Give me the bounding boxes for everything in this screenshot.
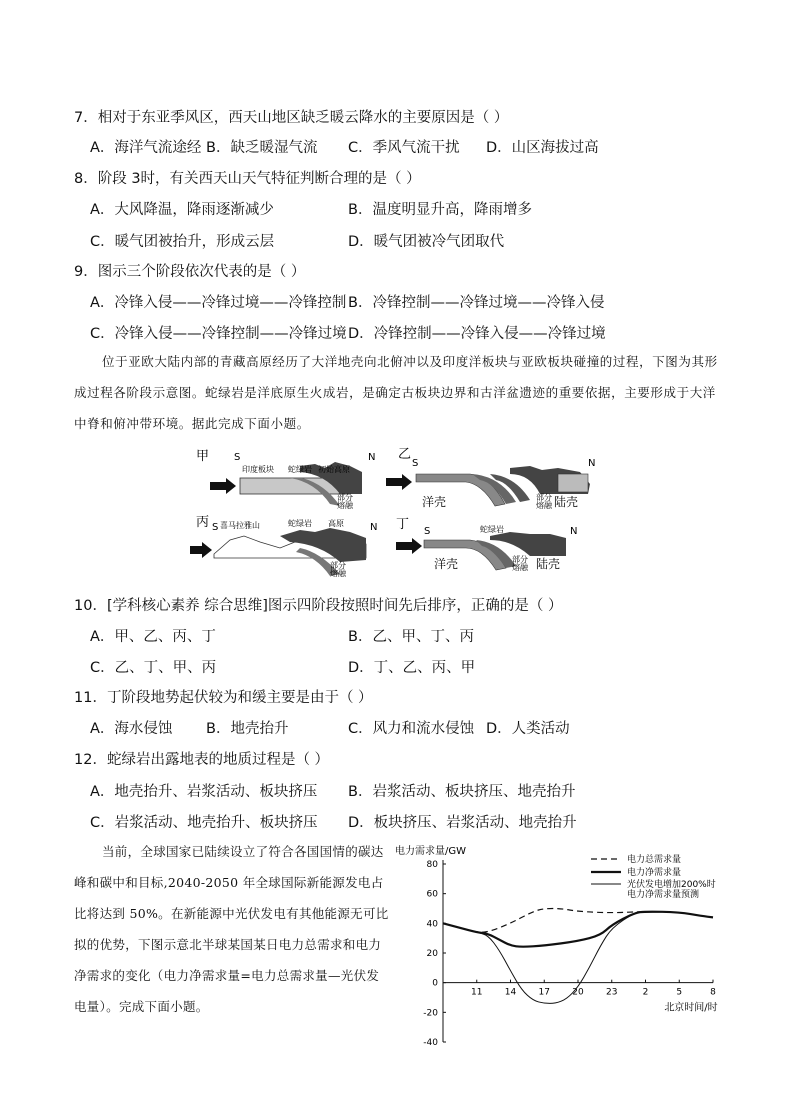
- question-7-option-c: C．季风气流干扰: [348, 140, 460, 156]
- stage-jia-label-ophiolite: 蛇绿岩: [288, 465, 312, 474]
- stage-bing: [190, 515, 377, 578]
- stage-jia-label: 甲: [196, 449, 210, 464]
- stage-jia-s: S: [234, 452, 241, 463]
- stage-yi: [386, 447, 595, 510]
- chart-y-tick-label: 0: [432, 978, 438, 989]
- stage-jia: [196, 449, 375, 510]
- chart-x-tick-label: 2: [642, 987, 649, 998]
- question-7-option-b: B．缺乏暖湿气流: [206, 140, 318, 156]
- chart-legend: [591, 853, 716, 900]
- chart-x-tick-label: 11: [471, 987, 483, 998]
- stage-ding-label-continental-crust: 陆壳: [536, 557, 561, 571]
- chart-x-tick-label: 23: [606, 987, 618, 998]
- stage-bing-s: S: [212, 522, 219, 533]
- question-11-option-c: C．风力和流水侵蚀: [348, 721, 475, 737]
- question-9-option-a: A．冷锋入侵——冷锋过境——冷锋控制: [90, 295, 347, 311]
- stage-ding-label-ophiolite: 蛇绿岩: [480, 525, 504, 534]
- question-10-stem: 10．[学科核心素养 综合思维]图示四阶段按照时间先后排序，正确的是（ ）: [74, 598, 563, 614]
- tectonic-stage-diagram: [190, 444, 610, 584]
- stage-jia-label-partial: 部分: [337, 493, 353, 502]
- question-7-option-d: D．山区海拔过高: [486, 140, 599, 156]
- question-7-option-a: A．海洋气流途经: [90, 140, 202, 156]
- stage-ding-label-oceanic-crust: 洋壳: [434, 557, 459, 571]
- chart-x-tick-label: 17: [538, 987, 550, 998]
- stage-ding-label: 丁: [396, 517, 410, 532]
- stage-bing-arrow-icon: [190, 542, 212, 558]
- stage-bing-label-plateau: 高原: [328, 519, 344, 528]
- question-11-option-d: D．人类活动: [486, 721, 570, 737]
- stage-jia-label-plateau: 初始高原: [318, 465, 350, 474]
- chart-y-tick-label: 80: [426, 860, 438, 870]
- stage-jia-n: N: [368, 452, 376, 463]
- stage-bing-label-himalaya: 喜马拉雅山: [220, 521, 260, 530]
- stage-yi-s: S: [412, 458, 419, 469]
- chart-x-tick-label: 8: [710, 987, 716, 998]
- chart-y-axis-label: 电力需求量/GW: [395, 846, 467, 857]
- question-7-stem: 7．相对于东亚季风区，西天山地区缺乏暖云降水的主要原因是（ ）: [74, 110, 509, 126]
- question-9-option-d: D．冷锋控制——冷锋入侵——冷锋过境: [348, 326, 606, 342]
- question-12-option-b: B．岩浆活动、板块挤压、地壳抬升: [348, 784, 576, 800]
- question-12-stem: 12．蛇绿岩出露地表的地质过程是（ ）: [74, 752, 330, 768]
- question-9-option-b: B．冷锋控制——冷锋过境——冷锋入侵: [348, 295, 605, 311]
- chart-legend-entry: 光伏发电增加200%时: [627, 880, 716, 890]
- chart-y-tick-label: -20: [423, 1008, 438, 1019]
- chart-y-tick-label: 20: [426, 949, 438, 959]
- stage-ding-arrow-icon: [396, 538, 422, 554]
- chart-x-tick-label: 20: [572, 987, 584, 998]
- stage-yi-n: N: [588, 458, 596, 469]
- stage-yi-arrow-icon: [386, 474, 412, 490]
- question-10-option-c: C．乙、丁、甲、丙: [90, 660, 217, 676]
- chart-x-tick-label: 14: [504, 987, 517, 998]
- question-8-option-c: C．暖气团被抬升，形成云层: [90, 234, 275, 250]
- stage-jia-arrow-icon: [210, 478, 236, 494]
- chart-legend-entry: 电力净需求量: [627, 868, 682, 878]
- chart-x-tick-label: 5: [676, 987, 683, 998]
- chart-y-tick-label: -40: [423, 1038, 438, 1048]
- stage-ding-s: S: [424, 526, 431, 537]
- question-12-option-d: D．板块挤压、岩浆活动、地壳抬升: [348, 815, 577, 831]
- chart-y-tick-label: 40: [426, 919, 438, 930]
- stage-ding-n: N: [570, 526, 578, 537]
- stage-ding: [396, 517, 577, 572]
- power-demand-chart: [395, 842, 735, 1057]
- stage-ding-label-melt: 熔融: [512, 563, 528, 572]
- question-10-option-d: D．丁、乙、丙、甲: [348, 660, 476, 676]
- chart-series-line-1: [443, 912, 713, 947]
- stage-jia-label-plate: 印度板块: [242, 465, 274, 474]
- question-8-stem: 8．阶段 3时，有关西天山天气特征判断合理的是（ ）: [74, 171, 421, 187]
- chart-x-axis-label: 北京时间/时: [664, 1002, 718, 1014]
- question-10-option-b: B．乙、甲、丁、丙: [348, 629, 474, 645]
- passage-tibet-plateau: 位于亚欧大陆内部的青藏高原经历了大洋地壳向北俯冲以及印度洋板块与亚欧板块碰撞的过程，下图为其形成过程各阶段示意图。蛇绿岩是洋底原生火成岩，是确定古板块边界和古洋盆遗迹的重要依据，主要形成于大洋中脊和俯冲带环境。据此完成下面小题。: [74, 354, 718, 431]
- stage-bing-label: 丙: [196, 515, 210, 530]
- passage-power-demand: 当前，全球国家已陆续设立了符合各国国情的碳达峰和碳中和目标,2040-2050 年全球国际新能源发电占比将达到 50%。在新能源中光伏发电有其他能源无可比拟的优势，下图示意北半球某国某日电力总需求和电力净需求的变化（电力净需求量=电力总需求量—光伏发电量）。完成下面小题。: [74, 844, 389, 1014]
- stage-yi-label-continental-crust: 陆壳: [554, 495, 579, 509]
- question-12-option-a: A．地壳抬升、岩浆活动、板块挤压: [90, 784, 318, 800]
- question-9-stem: 9．图示三个阶段依次代表的是（ ）: [74, 264, 306, 280]
- stage-yi-label-partial: 部分: [536, 493, 552, 502]
- question-8-option-d: D．暖气团被冷气团取代: [348, 234, 505, 250]
- question-8-option-b: B．温度明显升高，降雨增多: [348, 202, 532, 218]
- stage-yi-label: 乙: [398, 447, 412, 462]
- question-10-option-a: A．甲、乙、丙、丁: [90, 629, 216, 645]
- question-12-option-c: C．岩浆活动、地壳抬升、板块挤压: [90, 815, 318, 831]
- stage-bing-n: N: [370, 522, 378, 533]
- chart-legend-entry: 电力净需求量预测: [627, 890, 700, 900]
- chart-y-tick-label: 60: [426, 889, 438, 900]
- stage-yi-label-melt: 熔融: [536, 501, 552, 510]
- stage-bing-label-ophiolite: 蛇绿岩: [288, 519, 312, 528]
- stage-bing-label-partial: 部分: [330, 561, 346, 570]
- question-11-stem: 11．丁阶段地势起伏较为和缓主要是由于（ ）: [74, 690, 373, 706]
- stage-yi-label-oceanic-crust: 洋壳: [422, 495, 447, 509]
- stage-jia-label-melt: 熔融: [337, 501, 353, 510]
- stage-bing-label-melt: 熔融: [330, 569, 346, 578]
- question-9-option-c: C．冷锋入侵——冷锋控制——冷锋过境: [90, 326, 347, 342]
- chart-legend-entry: 电力总需求量: [627, 855, 682, 865]
- question-11-option-a: A．海水侵蚀: [90, 721, 173, 737]
- question-8-option-a: A．大风降温，降雨逐渐减少: [90, 202, 274, 218]
- stage-ding-label-partial: 部分: [512, 555, 528, 564]
- question-11-option-b: B．地壳抬升: [206, 721, 289, 737]
